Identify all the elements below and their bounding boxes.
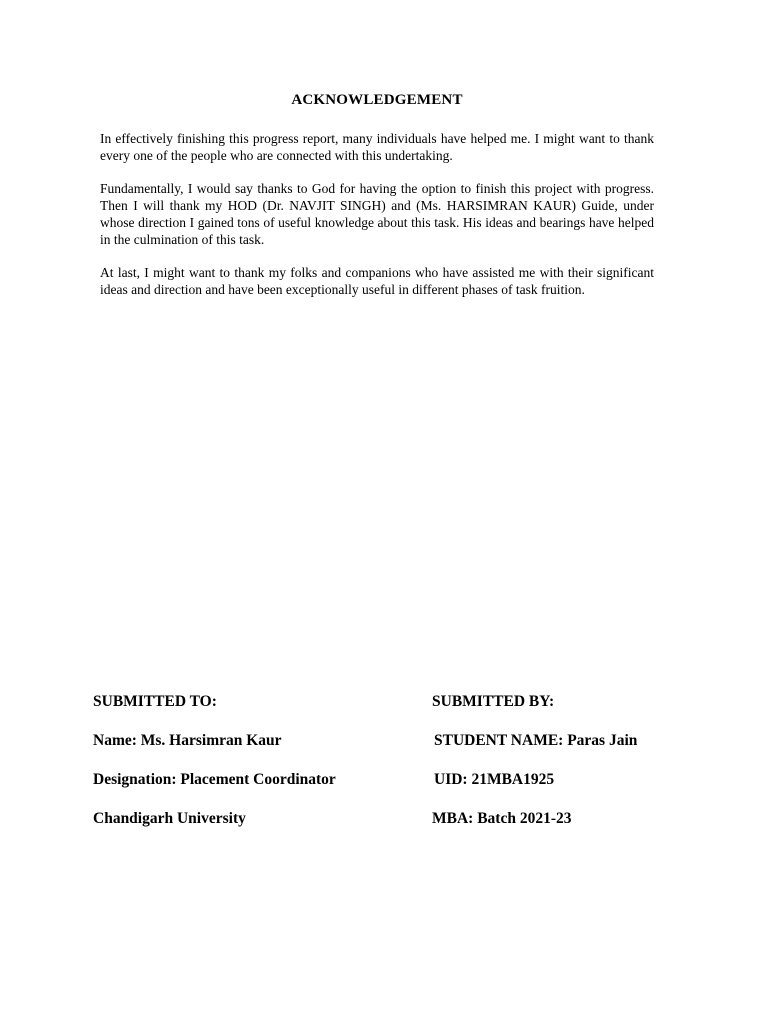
submitted-to-heading: SUBMITTED TO: [93,693,217,710]
submitted-to-block [93,692,413,848]
submitted-by-heading: SUBMITTED BY: [432,693,555,710]
student-name: STUDENT NAME: Paras Jain [434,732,638,749]
page-title: ACKNOWLEDGEMENT [291,92,463,108]
paragraph-1: In effectively finishing this progress report, many individuals have helped me. I might want to thank every one of the people who are connected with this undertaking. [100,131,654,163]
student-uid: UID: 21MBA1925 [434,771,555,788]
acknowledgement-body [100,130,654,314]
institution-name: Chandigarh University [93,810,246,827]
student-program: MBA: Batch 2021-23 [432,810,572,827]
submitted-by-block [432,692,752,848]
supervisor-designation: Designation: Placement Coordinator [93,771,336,788]
supervisor-name: Name: Ms. Harsimran Kaur [93,732,282,749]
paragraph-3: At last, I might want to thank my folks and companions who have assisted me with their significant ideas and direction and have been exceptionally useful in different phases of task fruition. [100,265,654,297]
paragraph-2: Fundamentally, I would say thanks to God for having the option to finish this project with progress. Then I will thank my HOD (Dr. NAVJIT SINGH) and (Ms. HARSIMRAN KAUR) Guide, under whose direction I gained tons of useful knowledge about this task. His ideas and bearings have helped in the culmination of this task. [100,181,654,247]
